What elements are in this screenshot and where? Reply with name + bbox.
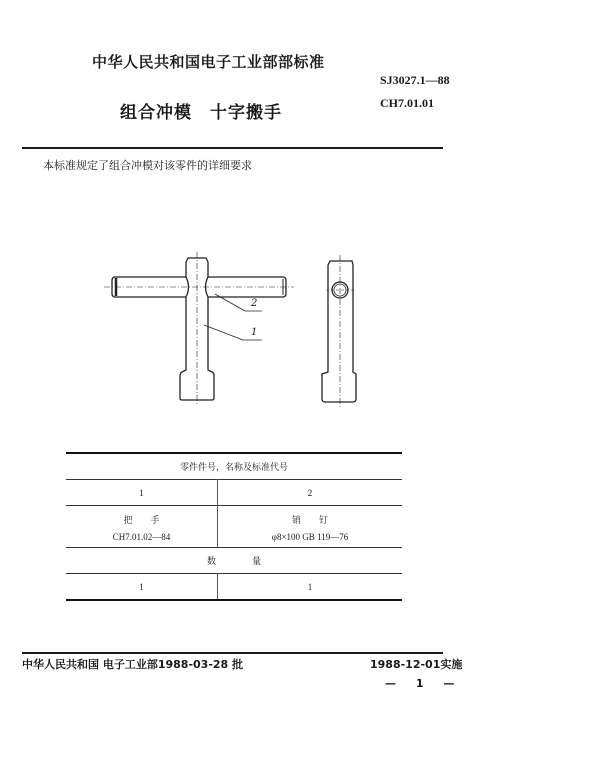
page-number: — 1 — [385,677,463,690]
callout-2: 2 [251,298,258,309]
part-name-2: 销 钉 [291,515,328,525]
parts-header: 零件件号，名称及标准代号 [179,462,288,472]
parts-table [66,452,402,601]
part-code-2: φ8×100 GB 119—76 [271,531,349,542]
quantity-1: 1 [66,574,218,601]
part-name-row [66,506,402,527]
quantity-header: 数 量 [206,556,261,566]
document-title: 组合冲模 十字搬手 [120,103,282,123]
part-number-1: 1 [66,480,218,506]
quantity-header-row [66,548,402,574]
approval-line: 中华人民共和国 电子工业部1988-03-28 批 [22,658,244,671]
part-name-1: 把 手 [66,506,218,527]
footer-rule [22,652,443,654]
intro-paragraph: 本标准规定了组合冲模对该零件的详细要求 [43,159,252,172]
catalog-number: CH7.01.01 [380,96,434,110]
table-header-row [66,453,402,480]
implementation-date: 1988-12-01实施 [370,658,463,671]
quantity-row [66,574,402,601]
part-code-1: CH7.01.02—84 [66,526,218,548]
part-code-row [66,526,402,548]
callout-1: 1 [251,327,258,338]
standard-number: SJ3027.1—88 [380,73,450,87]
front-view [104,252,294,405]
quantity-2: 1 [307,581,313,592]
part-number-2: 2 [307,487,313,498]
issuing-organization: 中华人民共和国电子工业部部标准 [92,53,325,71]
part-number-row [66,480,402,506]
side-view [322,255,356,408]
